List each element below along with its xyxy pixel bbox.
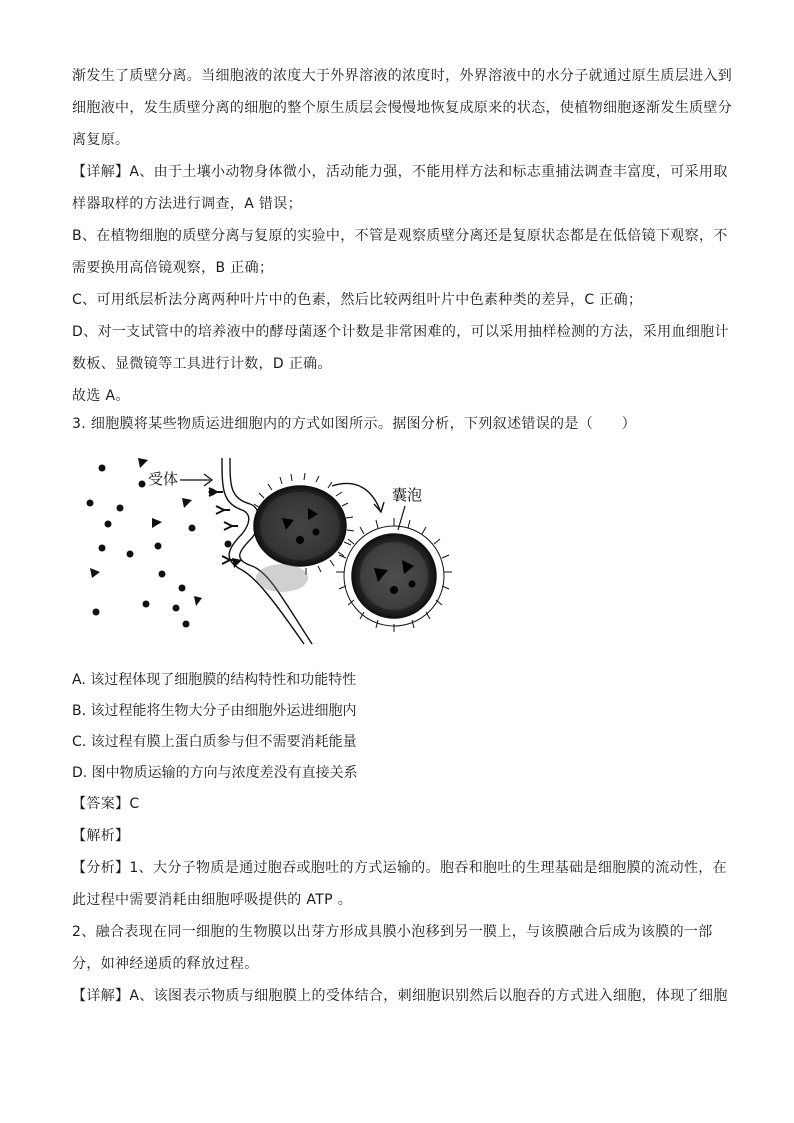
analysis-line: 此过程中需要消耗由细胞呼吸提供的 ATP 。 (72, 892, 353, 908)
endocytosis-figure (72, 448, 462, 648)
analysis-heading: 【解析】 (72, 828, 130, 844)
analysis-line: 2、融合表现在同一细胞的生物膜以出芽方形成具膜小泡移到另一膜上，与该膜融合后成为该膜的一部 (72, 924, 713, 940)
analysis-line: 【详解】A、该图表示物质与细胞膜上的受体结合，刺细胞识别然后以胞吞的方式进入细胞，体现了细胞 (72, 988, 728, 1004)
answer-label: 【答案】 (72, 796, 130, 812)
detail-line: 样器取样的方法进行调查，A 错误； (72, 196, 302, 212)
detail-line: C、可用纸层析法分离两种叶片中的色素，然后比较两组叶片中色素种类的差异，C 正确； (72, 292, 643, 308)
detail-line: B、在植物细胞的质壁分离与复原的实验中，不管是观察质壁分离还是复原状态都是在低倍镜下观察，不 (72, 228, 728, 244)
detail-line: D、对一支试管中的培养液中的酵母菌逐个计数是非常困难的，可以采用抽样检测的方法，采用血细胞计 (72, 324, 729, 340)
question-stem: 3. 细胞膜将某些物质运进细胞内的方式如图所示。据图分析，下列叙述错误的是（ ） (72, 416, 637, 432)
endocytosis-diagram (72, 448, 462, 648)
analysis-line: 分，如神经递质的释放过程。 (72, 956, 259, 972)
answer-value: C (129, 796, 140, 812)
detail-line: 故选 A。 (72, 388, 130, 404)
paragraph-line: 离复原。 (72, 132, 130, 148)
receptors (209, 488, 238, 564)
detail-line: 需要换用高倍镜观察，B 正确； (72, 260, 274, 276)
detail-line: 数板、显微镜等工具进行计数，D 正确。 (72, 356, 332, 372)
option-a: A. 该过程体现了细胞膜的结构特性和功能特性 (72, 672, 357, 688)
answer-line (72, 794, 140, 814)
membrane-shade (256, 564, 308, 592)
option-b: B. 该过程能将生物大分子由细胞外运进细胞内 (72, 703, 357, 719)
option-d: D. 图中物质运输的方向与浓度差没有直接关系 (72, 765, 358, 781)
analysis-line: 【分析】1、大分子物质是通过胞吞或胞吐的方式运输的。胞吞和胞吐的生理基础是细胞膜的流动性，在 (72, 860, 728, 876)
option-c: C. 该过程有膜上蛋白质参与但不需要消耗能量 (72, 734, 357, 750)
detail-line: 【详解】A、由于土壤小动物身体微小，活动能力强，不能用样方法和标志重捕法调查丰富度，可采用取 (72, 164, 728, 180)
vesicle-label: 囊泡 (392, 486, 423, 504)
paragraph-line: 细胞液中，发生质壁分离的细胞的整个原生质层会慢慢地恢复成原来的状态，使植物细胞逐渐发生质壁分 (72, 100, 733, 116)
paragraph-line: 渐发生了质壁分离。当细胞液的浓度大于外界溶液的浓度时，外界溶液中的水分子就通过原生质层进入到 (72, 68, 733, 84)
invaginating-pit (254, 473, 354, 575)
vesicle (336, 518, 452, 632)
receptor-label: 受体 (148, 470, 179, 488)
